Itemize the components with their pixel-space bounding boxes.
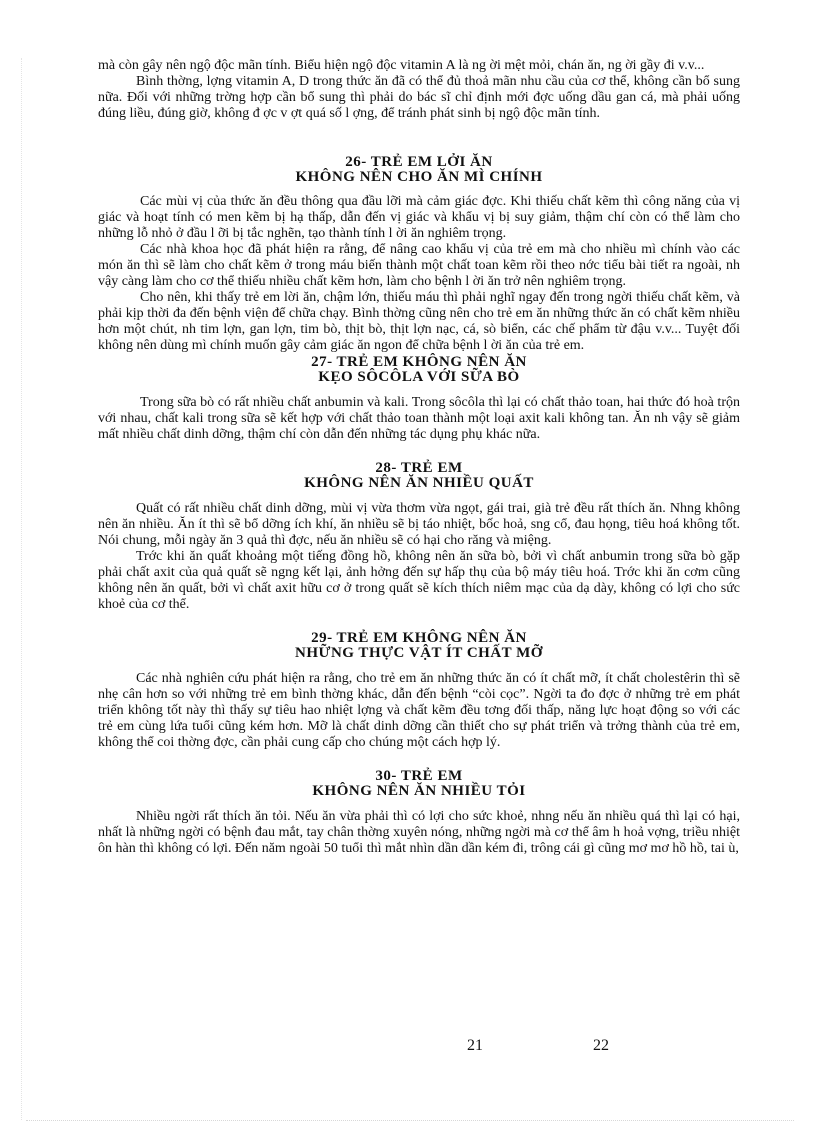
page-number-left: 21 xyxy=(467,1037,483,1054)
section-heading-line: 26- TRẺ EM LỞI ĂN xyxy=(345,154,493,170)
intro-paragraph-2: Bình thờng, lợng vitamin A, D trong thức ăn đã có thể đủ thoả mãn nhu cầu của cơ thể, không cần bổ sung nữa. Đối với những trờng hợp cần bổ sung thì phải do bác sĩ chỉ định mới đợc uống dầu gan cá, mà phải uống đúng liều, đúng giờ, không đ ợc v ợt quá số l ợng, để tránh phát sinh bị ngộ độc mãn tính. xyxy=(98,74,740,121)
page-bottom-divider xyxy=(26,1120,794,1121)
section-30-paragraph-1: Nhiều ngời rất thích ăn tỏi. Nếu ăn vừa phải thì có lợi cho sức khoẻ, nhng nếu ăn nhiều quá thì lại có hại, nhất là những ngời có bệnh đau mắt, tay chân thờng xuyên nóng, những ngời mà cơ thể âm h hoả vợng, triều nhiệt ôn hàn thì không có lợi. Đến năm ngoài 50 tuổi thì mắt nhìn dần dần kém đi, trông cái gì cũng mơ mơ hồ hồ, tai ù, xyxy=(98,809,740,856)
intro-paragraph-1: mà còn gây nên ngộ độc mãn tính. Biểu hiện ngộ độc vitamin A là ng ời mệt mỏi, chán ăn, ng ời gầy đi v.v... xyxy=(98,58,705,73)
document-page xyxy=(98,58,740,857)
section-26-heading xyxy=(98,155,740,185)
section-30-heading xyxy=(98,769,740,799)
left-margin-guide xyxy=(21,58,22,1120)
section-28-paragraph-2: Trớc khi ăn quất khoảng một tiếng đồng hồ, không nên ăn sữa bò, bởi vì chất anbumin trong sữa bò gặp phải chất axit của quả quất sẽ ngng kết lại, ảnh hởng đến sự hấp thụ của bộ máy tiêu hoá. Trớc khi ăn cơm cũng không nên ăn quất, bởi vì chất axit hữu cơ ở trong quất sẽ kích thích niêm mạc của dạ dày, không có lợi cho sức khoẻ của cơ thể. xyxy=(98,549,740,612)
section-heading-line: KẸO SÔCÔLA VỚI SỮA BÒ xyxy=(318,369,520,385)
section-28-paragraph-1: Quất có rất nhiều chất dinh dỡng, mùi vị vừa thơm vừa ngọt, gái trai, già trẻ đều rất thích ăn. Nhng không nên ăn nhiều. Ăn ít thì sẽ bổ dỡng ích khí, ăn nhiều sẽ bị táo nhiệt, bốc hoả, sng cổ, đau họng, tiêu hoá không tốt. Nói chung, mỗi ngày ăn 3 quả thì đợc, nếu ăn nhiều sẽ có hại cho răng và miệng. xyxy=(98,501,740,548)
section-heading-line: KHÔNG NÊN CHO ĂN MÌ CHÍNH xyxy=(295,169,543,185)
section-28-heading xyxy=(98,461,740,491)
section-27-paragraph-1: Trong sữa bò có rất nhiều chất anbumin và kali. Trong sôcôla thì lại có chất thảo toan, hai thức đó hoà trộn với nhau, chất kali trong sữa sẽ kết hợp với chất thảo toan thành một loại axit kali không tan. Ăn nh vậy sẽ giảm mất nhiều chất dinh dỡng, thậm chí còn dẫn đến những tác dụng phụ khác nữa. xyxy=(98,395,740,442)
section-heading-line: 28- TRẺ EM xyxy=(375,460,463,476)
section-26-paragraph-2: Các nhà khoa học đã phát hiện ra rằng, để nâng cao khẩu vị của trẻ em mà cho nhiều mì chính vào các món ăn thì sẽ làm cho chất kẽm ở trong máu biến thành một chất toan kẽm rồi theo nớc tiểu bài tiết ra ngoài, nh vậy càng làm cho cơ thể thiếu nhiều chất kẽm hơn, làm cho bệnh l ời ăn trở nên nghiêm trọng. xyxy=(98,242,740,289)
section-26-paragraph-1: Các mùi vị của thức ăn đều thông qua đầu lỡi mà cảm giác đợc. Khi thiếu chất kẽm thì công năng của vị giác và hoạt tính có men kẽm bị hạ thấp, dẫn đến vị giác và khẩu vị bị suy giảm, thậm chí còn có thể làm cho những lỗ nhỏ ở đầu l ỡi bị tắc nghẽn, tạo thành tính l ời ăn nghiêm trọng. xyxy=(98,194,740,241)
section-heading-line: 27- TRẺ EM KHÔNG NÊN ĂN xyxy=(311,354,527,370)
page-number-right: 22 xyxy=(593,1037,609,1054)
section-29-heading xyxy=(98,631,740,661)
section-27-heading xyxy=(98,355,740,385)
section-heading-line: KHÔNG NÊN ĂN NHIỀU TỎI xyxy=(312,783,526,799)
section-heading-line: KHÔNG NÊN ĂN NHIỀU QUẤT xyxy=(304,475,534,491)
section-29-paragraph-1: Các nhà nghiên cứu phát hiện ra rằng, cho trẻ em ăn những thức ăn có ít chất mỡ, ít chất cholestêrin thì sẽ nhẹ cân hơn so với những trẻ em bình thờng khác, dẫn đến bệnh “còi cọc”. Ngời ta đo đợc ở những trẻ em phát triển không tốt này thì thấy sự tiêu hao nhiệt lợng và chất kẽm đều tơng đối thấp, năng lực hoạt động so với các trẻ em cùng lứa tuổi cũng kém hơn. Mỡ là chất dinh dỡng cần thiết cho sự phát triển và trởng thành của trẻ em, không thể coi thờng đợc, cần phải cung cấp cho chúng một cách hợp lý. xyxy=(98,671,740,750)
section-heading-line: NHỮNG THỰC VẬT ÍT CHẤT MỠ xyxy=(295,645,543,661)
section-26-paragraph-3: Cho nên, khi thấy trẻ em lời ăn, chậm lớn, thiếu máu thì phải nghĩ ngay đến trong ngời thiếu chất kẽm, và phải kịp thời đa đến bệnh viện để chữa chạy. Bình thờng cũng nên cho trẻ em ăn những thức ăn có chất kẽm nhiều hơn một chút, nh tim lợn, gan lợn, tim bò, thịt bò, thịt lợn nạc, cá, sò biển, các chế phẩm từ đậu v.v... Tuyệt đối không nên dùng mì chính muốn gây cảm giác ăn ngon để chữa bệnh l ời ăn của trẻ em. xyxy=(98,290,740,353)
section-heading-line: 29- TRẺ EM KHÔNG NÊN ĂN xyxy=(311,630,527,646)
section-heading-line: 30- TRẺ EM xyxy=(375,768,463,784)
